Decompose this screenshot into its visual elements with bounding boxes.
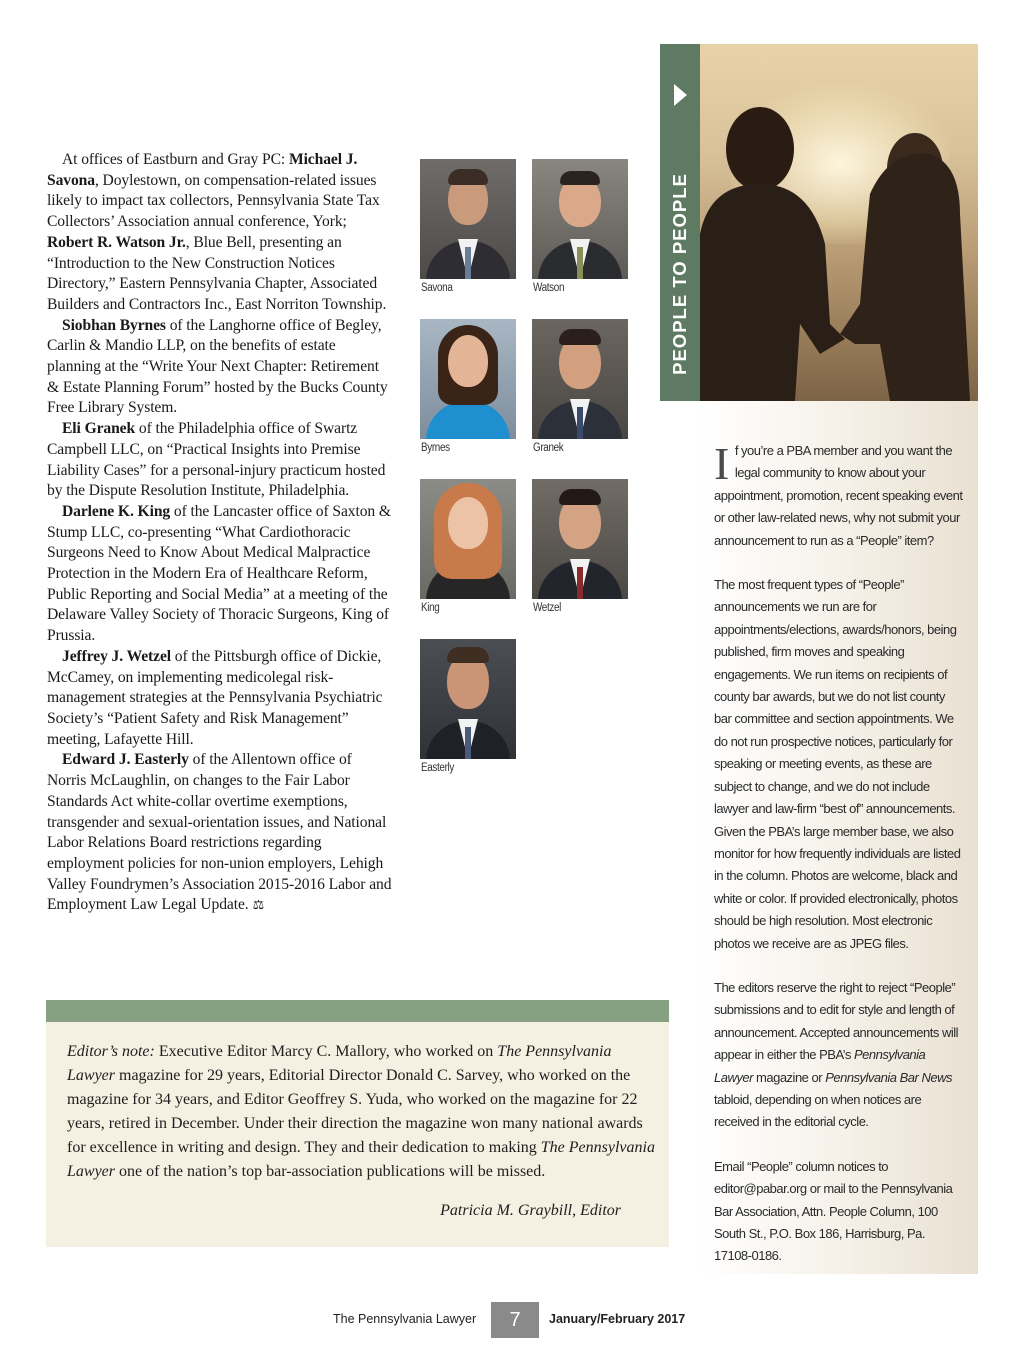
photo-caption: Wetzel (533, 602, 561, 614)
handshake-silhouette-icon (660, 44, 978, 401)
section-label: PEOPLE TO PEOPLE (669, 173, 690, 375)
end-mark-icon: ⚖ (252, 897, 265, 913)
page-number: 7 (491, 1302, 539, 1338)
article-paragraph (47, 750, 392, 916)
editors-note-box (46, 1022, 669, 1247)
article-paragraph (47, 502, 392, 647)
sidebar-paragraph (714, 977, 964, 1134)
paragraph-text: At offices of Eastburn and Gray PC: (62, 151, 289, 168)
article-paragraph (47, 150, 392, 316)
headshot-savona (420, 159, 516, 279)
paragraph-text: magazine or (752, 1069, 826, 1085)
paragraph-text: , Blue Bell, presenting an “Introduction to the New Construction Notices Directory,” Eastern Pennsylvania Chapter, Associated Builders and Contractors Inc., East Norriton Township. (47, 233, 387, 313)
person-name: Siobhan Byrnes (62, 316, 166, 334)
editors-note-text (67, 1040, 657, 1184)
article-column (47, 150, 392, 916)
paragraph-text: of the Pittsburgh office of Dickie, McCamey, on implementing medicolegal risk-management strategies at the Pennsylvania Psychiatric Society’s “Patient Safety and Risk Management” meeting, Lafayette Hill. (47, 647, 383, 748)
section-band (660, 44, 700, 401)
person-name: Robert R. Watson Jr. (47, 233, 186, 251)
person-name: Darlene K. King (62, 502, 171, 520)
paragraph-text: of the Langhorne office of Begley, Carlin & Mandio LLP, on the benefits of estate planning at the “Write Your Next Chapter: Retirement & Estate Planning Forum” hosted by the Bucks County Free Library System. (47, 316, 388, 417)
sidebar-paragraph: Email “People” column notices to editor@pabar.org or mail to the Pennsylvania Bar Association, Attn. People Column, 100 South St., P.O. Box 186, Harrisburg, Pa. 17108-0186. (714, 1158, 953, 1264)
triangle-arrow-icon (674, 84, 687, 106)
paragraph-text: magazine for 29 years, Editorial Director Donald C. Sarvey, who worked on the magazine for 34 years, and Editor Geoffrey S. Yuda, who worked on the magazine for 22 years, retired in December. Under their direction the magazine won many national awards for excellence in writing and design. They and their dedication to making (67, 1067, 643, 1156)
photo-caption: Watson (533, 282, 565, 294)
note-label: Editor’s note: (67, 1043, 155, 1060)
person-name: Eli Granek (62, 420, 136, 438)
paragraph-text: , Doylestown, on compensation-related issues likely to impact tax collectors, Pennsylvania State Tax Collectors’ Association annual conference, York; (47, 171, 380, 231)
photo-caption: Easterly (421, 762, 454, 774)
person-name: Michael J. Savona (47, 151, 358, 189)
paragraph-text: tabloid, depending on when notices are received in the editorial cycle. (714, 1091, 922, 1130)
headshot-easterly (420, 639, 516, 759)
photo-caption: Savona (421, 282, 453, 294)
drop-cap: I (714, 438, 729, 489)
sidebar-column (714, 440, 964, 1290)
publication-title: Pennsylvania Lawyer (714, 1047, 926, 1085)
headshot-granek (532, 319, 628, 439)
headshot-byrnes (420, 319, 516, 439)
headshot-wetzel (532, 479, 628, 599)
sidebar-paragraph: The most frequent types of “People” announcements we run are for appointments/elections, awards/honors, being published, firm moves and speaking engagements. We run items on recipients of county bar awards, but we do not list county bar committee and section appointments. We do not run prospective notices, particularly for speaking or meeting events, as these are subject to change, and we do not include lawyer and law-firm “best of” announcements. Given the PBA’s large member base, we also monitor for how frequently individuals are listed in the column. Photos are welcome, black and white or color. If provided electronically, photos should be high resolution. Most electronic photos we receive are as JPEG files. (714, 577, 961, 951)
headshot-king (420, 479, 516, 599)
person-name: Jeffrey J. Wetzel (62, 647, 171, 665)
publication-title: The Pennsylvania Lawyer (67, 1139, 655, 1180)
footer-issue: January/February 2017 (549, 1312, 686, 1326)
signature: Patricia M. Graybill, Editor (440, 1202, 621, 1219)
paragraph-text: of the Lancaster office of Saxton & Stump LLC, co-presenting “What Cardiothoracic Surgeons Need to Know About Medical Malpractice Protection in the Modern Era of Healthcare Reform, Public Reporting and Social Media” at a meeting of the Delaware Valley Society of Thoracic Surgeons, King of Prussia. (47, 502, 391, 645)
headshot-watson (532, 159, 628, 279)
handshake-photo (660, 44, 978, 401)
paragraph-text: Executive Editor Marcy C. Mallory, who worked on (154, 1043, 498, 1060)
sidebar-paragraph (714, 440, 964, 552)
person-name: Edward J. Easterly (62, 751, 189, 769)
photo-caption: Byrnes (421, 442, 450, 454)
photo-caption: Granek (533, 442, 564, 454)
article-paragraph (47, 316, 392, 420)
publication-title: The Pennsylvania Lawyer (67, 1043, 612, 1084)
paragraph-text: of the Allentown office of Norris McLaughlin, on changes to the Fair Labor Standards Act white-collar overtime exemptions, transgender and sexual-orientation issues, and National Labor Relations Board restrictions regarding employment policies for non-union employers, Lehigh Valley Foundrymen’s Association 2015-2016 Labor and Employment Law Legal Update. (47, 751, 392, 914)
article-paragraph (47, 419, 392, 502)
paragraph-text: f you’re a PBA member and you want the legal community to know about your appointment, promotion, recent speaking event or other law-related news, why not submit your announcement to run as a “People” item? (714, 443, 963, 548)
note-header-bar (46, 1000, 669, 1022)
paragraph-text: of the Philadelphia office of Swartz Campbell LLC, on “Practical Insights into Premise Liability Cases” for a personal-injury practicum hosted by the Dispute Resolution Institute, Philadelphia. (47, 420, 386, 500)
photo-caption: King (421, 602, 440, 614)
footer-publication: The Pennsylvania Lawyer (333, 1312, 477, 1326)
paragraph-text: one of the nation’s top bar-association publications will be missed. (115, 1163, 546, 1180)
article-paragraph (47, 647, 392, 751)
publication-title: Pennsylvania Bar News (825, 1069, 952, 1085)
paragraph-text: The editors reserve the right to reject “People” submissions and to edit for style and length of announcement. Accepted announcements will appear in either the PBA’s (714, 979, 959, 1063)
